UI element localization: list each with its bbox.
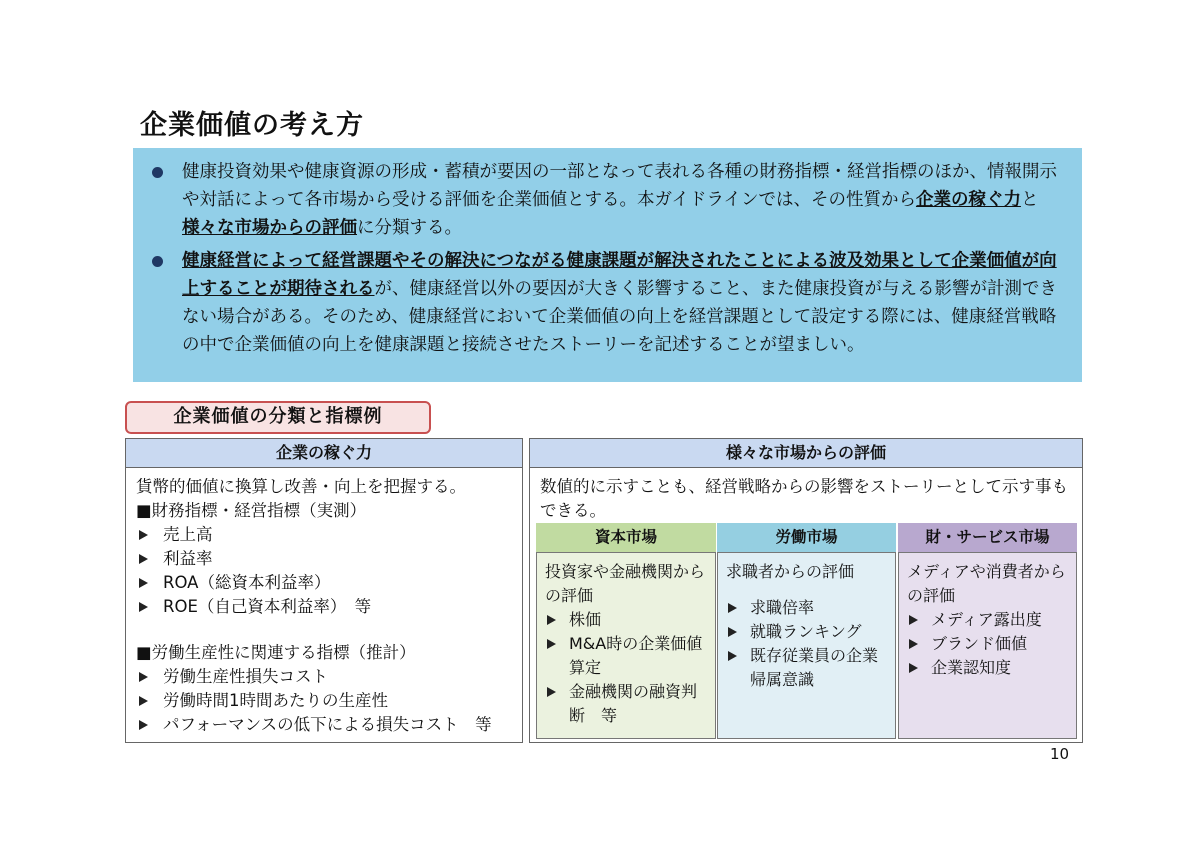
earning-power-intro: 貨幣的価値に換算し改善・向上を把握する。 (136, 477, 466, 496)
productivity-indicators-title: ■労働生産性に関連する指標（推計） (136, 643, 416, 662)
labor-market-intro: 求職者からの評価 (726, 562, 855, 581)
bullet-1-end: に分類する。 (357, 218, 462, 238)
bullet-dot-icon (152, 167, 163, 178)
goods-services-market-header: 財・サービス市場 (898, 523, 1077, 552)
bullet-2-text: が、健康経営以外の要因が大きく影響すること、また健康投資が与える影響が計測できない場合がある。そのため、健康経営において企業価値の向上を経営課題として設定する際には、健康経営戦略の中で企業価値の向上を健康課題と接続させたストーリーを記述することが望ましい。 (182, 279, 1057, 355)
market-evaluation-header: 様々な市場からの評価 (530, 439, 1082, 468)
market-evaluation-intro: 数値的に示すことも、経営戦略からの影響をストーリーとして示す事もできる。 (540, 477, 1068, 520)
summary-bullet-1 (149, 158, 1066, 242)
list-item: 既存従業員の企業帰属意識 (726, 644, 887, 692)
list-item: 売上高 (136, 523, 512, 547)
page-number: 10 (1050, 745, 1070, 763)
list-item: 利益率 (136, 547, 512, 571)
capital-market-box (536, 523, 716, 739)
summary-bullet-2 (149, 247, 1066, 359)
financial-indicators-title: ■財務指標・経営指標（実測） (136, 501, 367, 520)
list-item: 金融機関の融資判断 等 (545, 680, 707, 728)
page-title: 企業価値の考え方 (140, 110, 364, 141)
earning-power-header: 企業の稼ぐ力 (126, 439, 522, 468)
market-evaluation-panel (529, 438, 1083, 743)
goods-services-market-intro: メディアや消費者からの評価 (907, 562, 1066, 605)
summary-box (133, 148, 1082, 382)
list-item: 求職倍率 (726, 596, 887, 620)
list-item: 就職ランキング (726, 620, 887, 644)
bullet-1-emphasis-earning-power: 企業の稼ぐ力 (915, 190, 1021, 210)
list-item: ROE（自己資本利益率） 等 (136, 595, 512, 619)
goods-services-market-box (898, 523, 1077, 739)
labor-market-box (717, 523, 896, 739)
list-item: 労働時間1時間あたりの生産性 (136, 689, 512, 713)
earning-power-body (126, 468, 522, 737)
bullet-2-emphasis: 健康経営によって経営課題やその解決につながる健康課題が解決されたことによる波及効果として企業価値が向上することが期待される (182, 251, 1057, 299)
list-item: ブランド価値 (907, 632, 1068, 656)
bullet-1-text: 健康投資効果や健康資源の形成・蓄積が要因の一部となって表れる各種の財務指標・経営指標のほか、情報開示や対話によって各市場から受ける評価を企業価値とする。本ガイドラインでは、その性質から (182, 162, 1057, 210)
bullet-1-emphasis-market-evaluation: 様々な市場からの評価 (182, 218, 357, 238)
list-item: メディア露出度 (907, 608, 1068, 632)
list-item: ROA（総資本利益率） (136, 571, 512, 595)
bullet-1-connector: と (1020, 190, 1039, 210)
bullet-dot-icon (152, 256, 163, 267)
capital-market-body (536, 552, 716, 739)
capital-market-intro: 投資家や金融機関からの評価 (545, 562, 706, 605)
goods-services-market-body (898, 552, 1077, 739)
section-tag: 企業価値の分類と指標例 (125, 401, 431, 434)
labor-market-body (717, 552, 896, 739)
list-item: パフォーマンスの低下による損失コスト 等 (136, 713, 512, 737)
list-item: 労働生産性損失コスト (136, 665, 512, 689)
list-item: M&A時の企業価値算定 (545, 632, 707, 680)
labor-market-header: 労働市場 (717, 523, 896, 552)
earning-power-panel (125, 438, 523, 743)
list-item: 株価 (545, 608, 707, 632)
list-item: 企業認知度 (907, 656, 1068, 680)
capital-market-header: 資本市場 (536, 523, 716, 552)
